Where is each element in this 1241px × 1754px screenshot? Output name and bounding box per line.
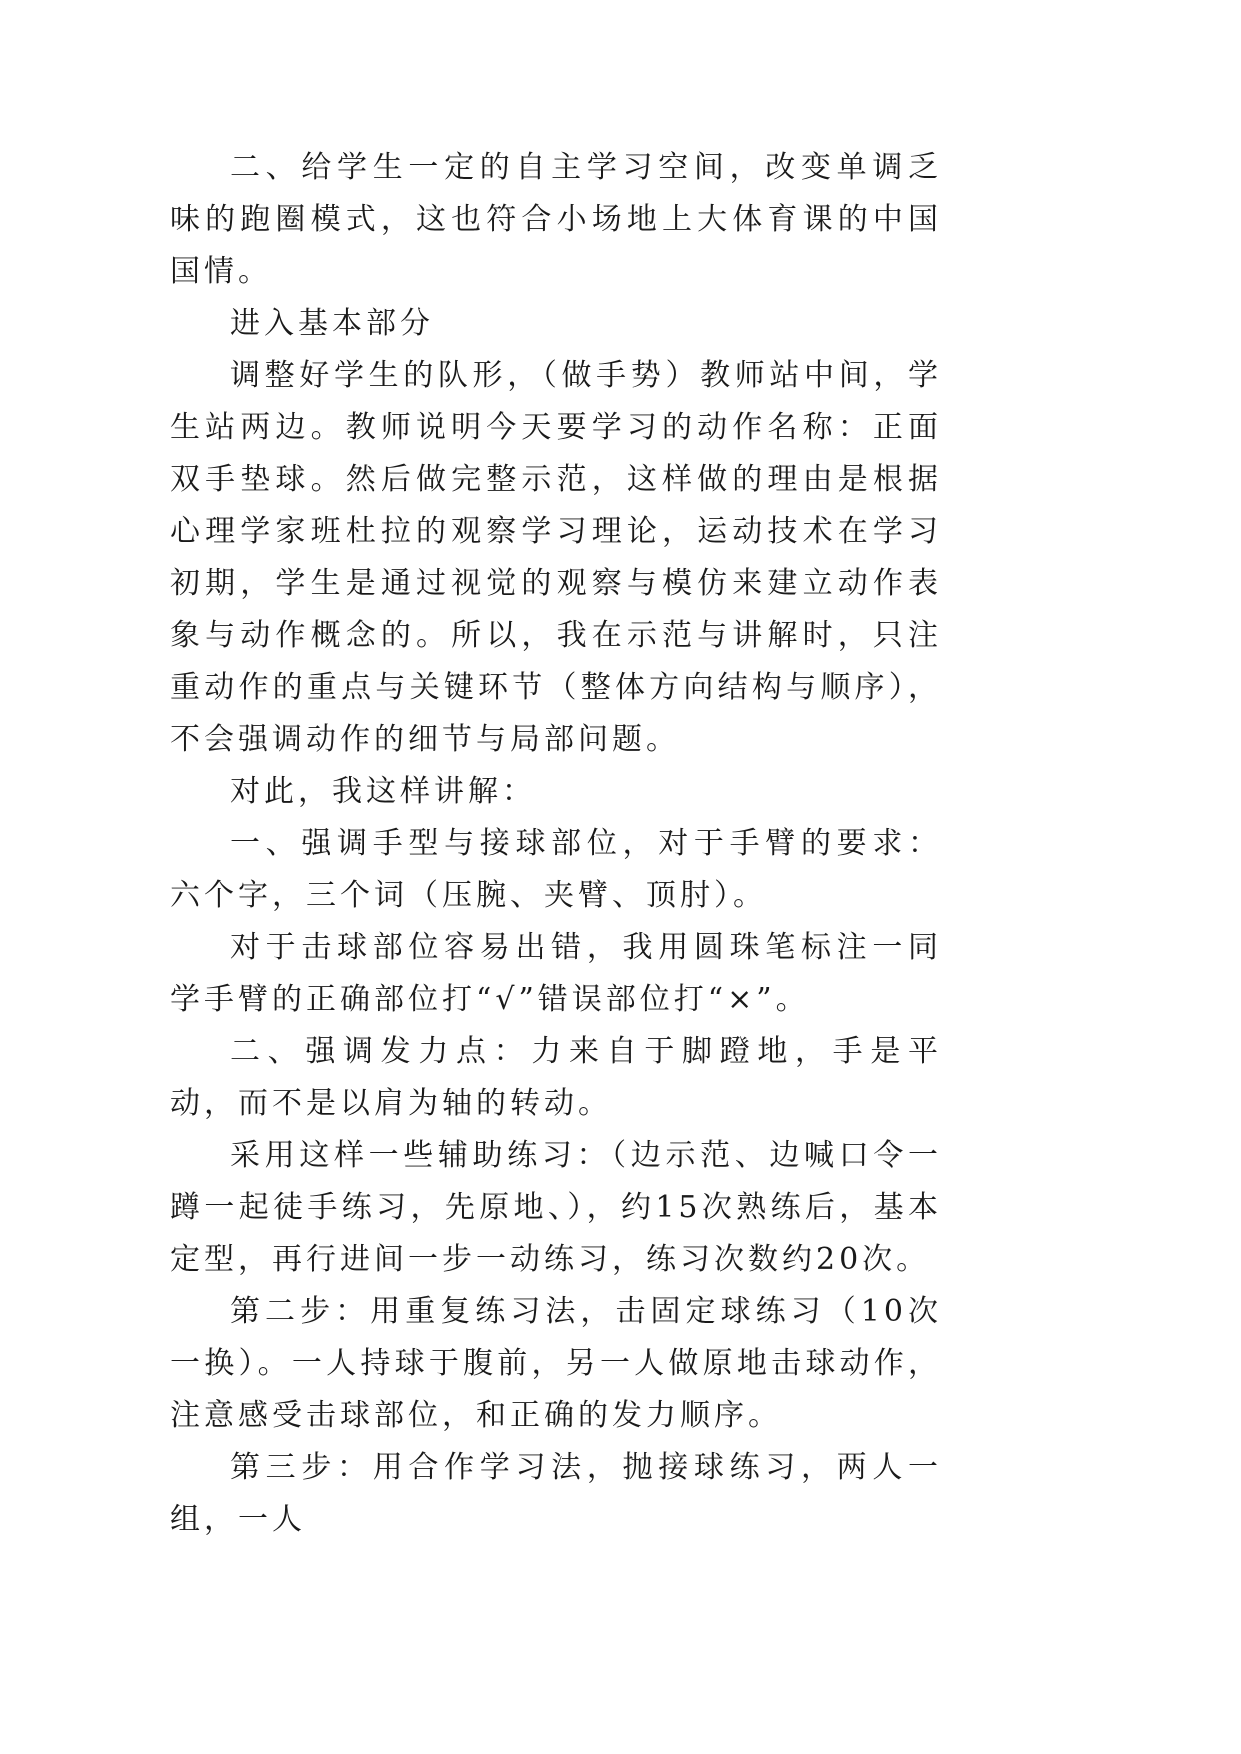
paragraph: 二、给学生一定的自主学习空间，改变单调乏味的跑圈模式，这也符合小场地上大体育课的中国国情。: [170, 150, 942, 289]
paragraph: 调整好学生的队形，（做手势）教师站中间，学生站两边。教师说明今天要学习的动作名称：正面双手垫球。然后做完整示范，这样做的理由是根据心理学家班杜拉的观察学习理论，运动技术在学习初期，学生是通过视觉的观察与模仿来建立动作表象与动作概念的。所以，我在示范与讲解时，只注重动作的重点与关键环节（整体方向结构与顺序），不会强调动作的细节与局部问题。: [170, 358, 942, 757]
paragraph: 进入基本部分: [230, 306, 434, 341]
document-body: [170, 142, 942, 1546]
paragraph: 第二步：用重复练习法，击固定球练习（10次一换）。一人持球于腹前，另一人做原地击球动作，注意感受击球部位，和正确的发力顺序。: [170, 1294, 942, 1433]
paragraph: 第三步：用合作学习法，抛接球练习，两人一组，一人: [170, 1450, 942, 1537]
paragraph: 二、强调发力点：力来自于脚蹬地，手是平动，而不是以肩为轴的转动。: [170, 1034, 942, 1121]
paragraph: 对此，我这样讲解：: [230, 774, 536, 809]
paragraph: 一、强调手型与接球部位，对于手臂的要求：六个字，三个词（压腕、夹臂、顶肘）。: [170, 826, 942, 913]
paragraph: 对于击球部位容易出错，我用圆珠笔标注一同学手臂的正确部位打“√”错误部位打“×”。: [170, 930, 942, 1017]
paragraph: 采用这样一些辅助练习：（边示范、边喊口令一蹲一起徒手练习，先原地、），约15次熟练后，基本定型，再行进间一步一动练习，练习次数约20次。: [170, 1138, 942, 1277]
